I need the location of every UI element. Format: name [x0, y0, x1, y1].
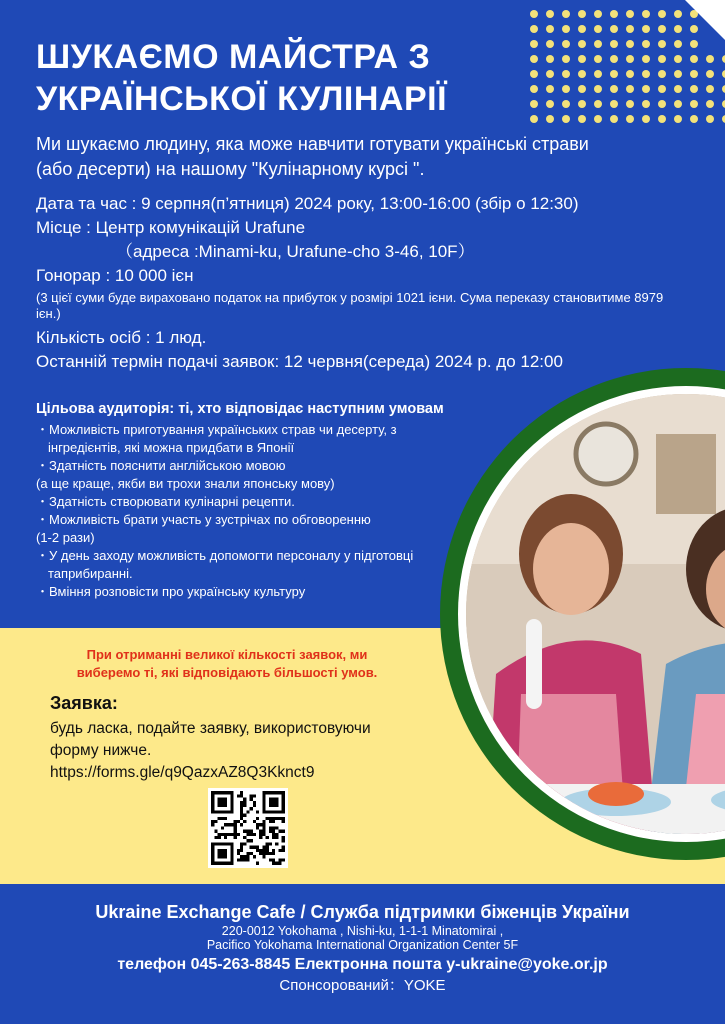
- selection-note: При отриманні великої кількості заявок, ми виберемо ті, які відповідають більшості умов.: [76, 647, 378, 680]
- corner-triangle: [685, 0, 725, 40]
- audience-item: ・Здатність створювати кулінарні рецепти.: [36, 494, 295, 509]
- target-audience: [36, 400, 456, 601]
- people-count: Кількість осіб : 1 люд.: [36, 328, 207, 347]
- audience-item: ・Можливість приготування українських страв чи десерту, з інгредієнтів, які можна придбати в Японії: [36, 422, 397, 455]
- page-title: [36, 36, 447, 120]
- footer-contact: телефон 045-263-8845 Електронна пошта y-ukraine@yoke.or.jp: [117, 956, 608, 973]
- application-line-1: будь ласка, подайте заявку, використовуючи: [50, 720, 371, 737]
- title-line-2: УКРАЇНСЬКОЇ КУЛІНАРІЇ: [36, 80, 447, 118]
- audience-heading: Цільова аудиторія: ті, хто відповідає наступним умовам: [36, 401, 444, 417]
- application-deadline: Останній термін подачі заявок: 12 червня(середа) 2024 р. до 12:00: [36, 352, 563, 371]
- title-line-1: ШУКАЄМО МАЙСТРА З: [36, 38, 431, 76]
- footer: [0, 900, 725, 995]
- application-block: [50, 692, 430, 784]
- intro-line-2: (або десерти) на нашому "Кулінарному курсі ".: [36, 159, 425, 179]
- audience-item: ・Здатність пояснити англійською мовою: [36, 458, 286, 473]
- audience-item: (а ще краще, якби ви трохи знали японську мову): [36, 476, 335, 491]
- footer-sponsor: Спонсорований：YOKE: [279, 977, 446, 994]
- application-url[interactable]: https://forms.gle/q9QazxAZ8Q3Kknct9: [50, 764, 315, 781]
- intro-line-1: Ми шукаємо людину, яка може навчити готувати українські страви: [36, 134, 589, 154]
- audience-item: ・У день заходу можливість допомогти персоналу у підготовці таприбиранні.: [36, 548, 414, 581]
- footer-org: Ukraine Exchange Cafe / Служба підтримки біженців України: [95, 902, 630, 922]
- application-line-2: форму нижче.: [50, 742, 152, 759]
- audience-item: ・Вміння розповісти про українську культуру: [36, 584, 306, 599]
- event-details: [36, 192, 706, 374]
- event-place: Місце : Центр комунікацій Urafune: [36, 218, 306, 237]
- intro-text: [36, 132, 696, 182]
- footer-address-1: 220-0012 Yokohama , Nishi-ku, 1-1-1 Minatomirai ,: [221, 924, 504, 938]
- application-heading: Заявка:: [50, 693, 118, 713]
- event-fee: Гонорар : 10 000 ієн: [36, 266, 194, 285]
- audience-item: ・Можливість брати участь у зустрічах по обговоренню: [36, 512, 371, 527]
- qr-code-icon[interactable]: [208, 788, 288, 868]
- fee-note: (3 цієї суми буде вираховано податок на прибуток у розмірі 1021 ієни. Сума переказу становитиме 8979 ієн.): [36, 290, 664, 321]
- audience-item: (1-2 рази): [36, 530, 95, 545]
- event-address: （адреса :Minami-ku, Urafune-cho 3-46, 10F）: [116, 242, 475, 261]
- footer-address-2: Pacifico Yokohama International Organization Center 5F: [206, 938, 519, 952]
- event-date: Дата та час : 9 серпня(п’ятниця) 2024 року, 13:00-16:00 (збір о 12:30): [36, 194, 579, 213]
